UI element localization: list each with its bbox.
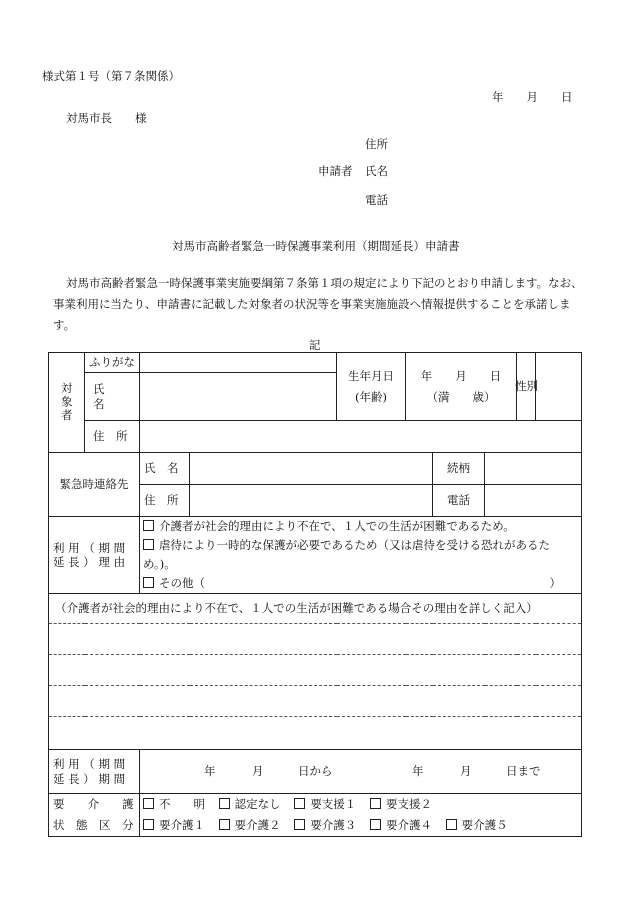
checkbox-icon[interactable] (219, 798, 230, 809)
reason-detail-line-4[interactable] (49, 717, 582, 750)
reason-label-1: 利 用 （ 期 間 (53, 540, 126, 555)
applicant-name-label: 氏名 (365, 164, 388, 178)
birth-field[interactable] (406, 353, 517, 421)
period-field[interactable] (140, 750, 582, 794)
emergency-address-label: 住 所 (140, 485, 190, 517)
care-level-row-2 (143, 815, 577, 836)
care-level-option[interactable]: 要介護１ (143, 815, 205, 836)
emergency-name-field[interactable] (190, 453, 433, 485)
checkbox-icon[interactable] (446, 819, 457, 830)
care-level-label-1: 要 介 護 (53, 797, 134, 811)
care-level-option[interactable]: 要介護５ (446, 815, 508, 836)
subject-label-cell (49, 353, 85, 453)
intro-line-1: 対馬市高齢者緊急一時保護事業実施要綱第７条第１項の規定により下記のとおり申請します。なお、 (66, 276, 583, 290)
applicant-phone-label: 電話 (365, 193, 388, 207)
emergency-label: 緊急時連絡先 (49, 453, 140, 517)
checkbox-icon[interactable] (143, 520, 154, 531)
care-level-option[interactable]: 要介護４ (370, 815, 432, 836)
care-level-option[interactable]: 要支援１ (294, 794, 356, 815)
care-level-option[interactable]: 要介護３ (294, 815, 356, 836)
care-level-options (140, 794, 582, 837)
birth-date-value: 年 月 日 (420, 369, 502, 384)
intro-line-2: 事業利用に当たり、申請書に記載した対象者の状況等を事業実施施設へ情報提供することを承諾しま (53, 297, 571, 311)
checkbox-icon[interactable] (143, 798, 154, 809)
reason-detail-line-3[interactable] (49, 686, 582, 717)
care-level-option[interactable]: 不 明 (143, 794, 205, 815)
care-level-label-2: 状 態 区 分 (53, 818, 134, 832)
checkbox-icon[interactable] (143, 577, 154, 588)
period-label-cell (49, 750, 140, 794)
form-number: 様式第１号（第７条関係） (42, 69, 180, 83)
ki-label: 記 (309, 338, 321, 352)
period-label-1: 利 用 （ 期 間 (53, 757, 126, 772)
subject-name-label: 氏 名 (85, 373, 140, 421)
care-level-option[interactable]: 要介護２ (219, 815, 281, 836)
intro-line-3: す。 (53, 318, 76, 332)
emergency-phone-label: 電話 (433, 485, 485, 517)
emergency-phone-field[interactable] (485, 485, 582, 517)
period-to-day: 日まで (506, 764, 541, 778)
care-level-option[interactable]: 認定なし (219, 794, 281, 815)
reason-option-2[interactable]: 虐待により一時的な保護が必要であるため（又は虐待を受ける恐れがあるため。)。 (143, 538, 550, 571)
age-label: (年齢) (355, 389, 387, 404)
emergency-name-label: 氏 名 (140, 453, 190, 485)
checkbox-icon[interactable] (294, 798, 305, 809)
birth-label-cell (337, 353, 406, 421)
reason-detail-line-2[interactable] (49, 655, 582, 686)
age-value: （満 歳） (426, 389, 496, 404)
reason-options-cell (140, 517, 582, 594)
furigana-label: ふりがな (85, 353, 140, 373)
reason-option-1[interactable]: 介護者が社会的理由により不在で、１人での生活が困難であるため。 (143, 517, 577, 536)
emergency-relation-label: 続柄 (433, 453, 485, 485)
checkbox-icon[interactable] (294, 819, 305, 830)
gender-field[interactable] (536, 353, 582, 421)
checkbox-icon[interactable] (370, 798, 381, 809)
period-from-year: 年 (204, 764, 216, 778)
birth-label: 生年月日 (348, 369, 394, 384)
reason-label-2: 延 長 ） 理 由 (53, 555, 126, 569)
period-to-month: 月 (460, 764, 472, 778)
addressee: 対馬市長 様 (66, 111, 147, 125)
page-title: 対馬市高齢者緊急一時保護事業利用（期間延長）申請書 (172, 239, 460, 253)
reason-detail-note: （介護者が社会的理由により不在で、１人での生活が困難である場合その理由を詳しく記入） (49, 594, 582, 624)
period-label-2: 延 長 ） 期 間 (53, 771, 126, 786)
furigana-field[interactable] (140, 353, 337, 373)
checkbox-icon[interactable] (143, 819, 154, 830)
care-level-label-cell (49, 794, 140, 837)
period-to-year: 年 (412, 764, 424, 778)
emergency-relation-field[interactable] (485, 453, 582, 485)
care-level-row-1 (143, 794, 577, 815)
checkbox-icon[interactable] (219, 819, 230, 830)
reason-detail-line-1[interactable] (49, 624, 582, 655)
applicant-address-label: 住所 (365, 137, 388, 151)
reason-label-cell (49, 517, 140, 594)
subject-label: 対象者 (59, 382, 74, 423)
subject-name-field[interactable] (140, 373, 337, 421)
checkbox-icon[interactable] (370, 819, 381, 830)
applicant-label: 申請者 (318, 164, 353, 178)
other-close-paren: ） (549, 576, 562, 590)
subject-address-label: 住 所 (85, 421, 140, 453)
care-level-option[interactable]: 要支援２ (370, 794, 432, 815)
emergency-address-field[interactable] (190, 485, 433, 517)
gender-label: 性別 (517, 353, 536, 421)
period-from-day: 日から (298, 764, 333, 778)
application-form-table (48, 352, 582, 837)
period-from-month: 月 (252, 764, 264, 778)
reason-option-3[interactable]: その他（ ） (143, 574, 577, 593)
checkbox-icon[interactable] (143, 539, 154, 550)
subject-address-field[interactable] (140, 421, 582, 453)
date-line: 年 月 日 (492, 90, 573, 104)
